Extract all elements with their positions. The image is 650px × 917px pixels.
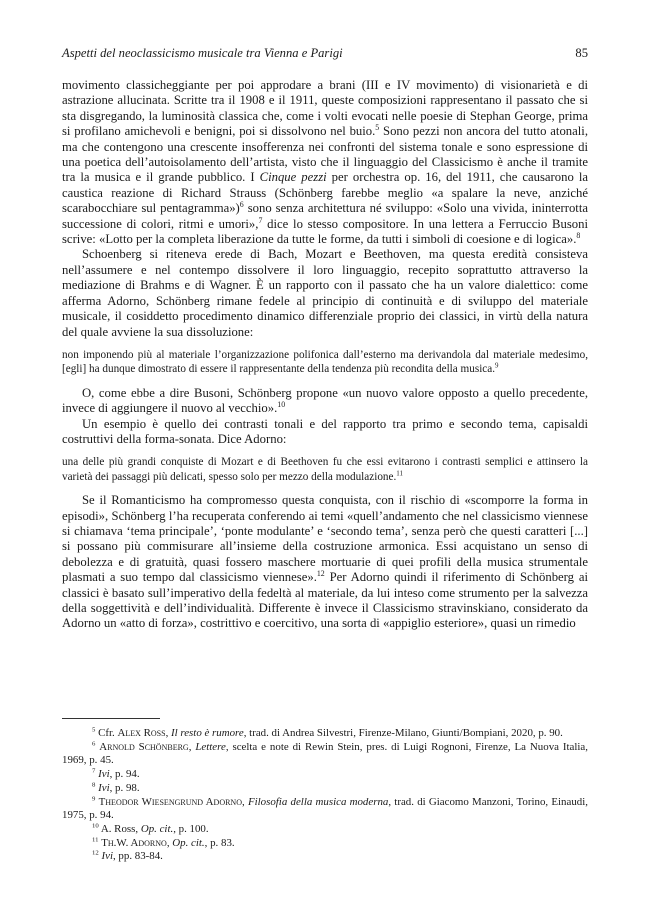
running-title: Aspetti del neoclassicismo musicale tra Vienna e Parigi <box>62 46 343 60</box>
paragraph-text: dice lo stesso compositore. In una lettera a Ferruccio Busoni scrive: «Lotto per la completa liberazione da tutte le forme, da tutti i simboli di coesione e di logica». <box>62 216 588 247</box>
paragraph-text: per orchestra op. 16, del 1911, che causarono la caustica reazione di Richard Strauss (Schönberg farebbe meglio «a spalare la neve, anziché scarabocchiare sul pentagramma») <box>62 170 588 216</box>
footnote-number: 5 <box>92 726 96 734</box>
footnote-number: 9 <box>92 794 96 802</box>
paragraph-text: O, come ebbe a dire Busoni, Schönberg propone «un nuovo valore opposto a quello precedente, invece di aggiungere il nuovo al vecchio». <box>62 385 588 416</box>
paragraph-2: Schoenberg si riteneva erede di Bach, Mozart e Beethoven, ma questa eredità consisteva nell’assumere e nel contempo dissolvere il loro linguaggio, recepito soprattutto attraverso la mediazione di Brahms e di Wagner. È un rapporto con il passato che ha un valore dialettico: come afferma Adorno, Schönberg rimane fedele al principio di continuità e di sviluppo del materiale musicale, il cosiddetto procedimento dinamico differenziale proprio dei classici, in virtù della natura del quale avviene la sua dissoluzione: <box>62 247 588 339</box>
footnote-text: , scelta e note di Rewin Stein, pres. di Luigi Rognoni, Firenze, La Nuova Italia, 1969, p. 45. <box>62 740 588 767</box>
paragraph-text: Sono pezzi non ancora del tutto atonali, ma che contengono una crescente insofferenza nei confronti del sistema tonale e sono espressione di una poetica dell’autoisolamento dell’artista, visto che il linguaggio del Classicismo è anche il tramite tra la musica e il grande pubblico. I <box>62 124 588 185</box>
footnote-ref: 8 <box>576 230 581 240</box>
footnote-title: Op. cit. <box>172 836 205 849</box>
footnote-title: Ivi <box>98 781 110 794</box>
footnote-text: , p. 94. <box>109 768 140 781</box>
footnote-text: , pp. 83-84. <box>112 850 163 863</box>
footnote-ref: 10 <box>277 399 286 409</box>
footnote-10 <box>62 823 588 837</box>
footnote-author: Theodor Wiesengrund Adorno <box>98 795 242 808</box>
footnote-author: Th.W. Adorno <box>101 836 167 849</box>
main-text <box>62 78 588 632</box>
footnote-number: 8 <box>92 781 96 789</box>
footnote-title: Ivi <box>98 768 110 781</box>
footnote-number: 12 <box>92 849 99 857</box>
running-header <box>62 46 588 64</box>
paragraph-3 <box>62 386 588 417</box>
page-number: 85 <box>575 46 588 60</box>
paragraph-text: Per Adorno quindi il riferimento di Schönberg ai classici è basato sull’imperativo della fedeltà al materiale, da lui inteso come strumento per la salvezza della soggettività e dell’individualità. Differente è invece il Classicismo stravinskiano, considerato da Adorno un «atto di forza», costrittivo e coercitivo, una sorta di «appiglio esteriore», quasi un rimedio <box>62 570 588 631</box>
footnote-ref: 5 <box>375 122 380 132</box>
footnote-divider <box>62 718 160 719</box>
footnote-title: Ivi <box>101 850 113 863</box>
paragraph-5 <box>62 493 588 632</box>
footnote-9 <box>62 796 588 823</box>
footnote-ref: 7 <box>258 215 263 225</box>
footnote-text: , <box>241 795 248 808</box>
paragraph-text: movimento classicheggiante per poi approdare a brani (III e IV movimento) di visionarietà e di astrazione allucinata. Scritte tra il 1908 e il 1911, queste composizioni rappresentano il passato che si sta disgregando, la luminosità classica che, come i volti evocati nelle poesie di Stephan George, prima si profilano amichevoli e benigni, poi si dissolvono nel buio. <box>62 78 588 139</box>
footnote-number: 11 <box>92 836 99 843</box>
footnote-text: Cfr. <box>98 727 118 739</box>
block-quote-1 <box>62 348 588 377</box>
footnote-text: , trad. di Andrea Silvestri, Firenze-Milano, Giunti/Bompiani, 2020, p. 90. <box>243 727 563 739</box>
footnote-number: 7 <box>92 767 96 775</box>
footnote-author: Alex Ross <box>117 727 166 739</box>
footnote-title: Lettere <box>195 740 226 753</box>
footnote-number: 6 <box>92 740 96 748</box>
footnote-text: , p. 100. <box>173 822 209 835</box>
paragraph-1 <box>62 78 588 247</box>
paragraph-4: Un esempio è quello dei contrasti tonali e del rapporto tra primo e secondo tema, capisaldi costruttivi della forma-sonata. Dice Adorno: <box>62 416 588 446</box>
footnote-12 <box>62 850 588 864</box>
work-title: Cinque pezzi <box>259 170 327 185</box>
footnote-text: , <box>166 836 173 849</box>
footnote-6 <box>62 741 588 768</box>
footnote-11 <box>62 837 588 851</box>
footnote-8 <box>62 782 588 796</box>
footnote-text: , p. 98. <box>109 781 140 794</box>
footnote-text: , <box>188 740 196 753</box>
footnote-ref: 12 <box>316 568 325 578</box>
paragraph-text: Se il Romanticismo ha compromesso questa conquista, con il rischio di «scomporre la forma in episodi», Schönberg l’ha recuperata conferendo ai temi «quell’andamento che nel classicismo viennese si chiamava ‘tema principale’, ‘ponte modulante’ e ‘secondo tema’, senza però che questi caratteri [...] si possano più commisurare all’insieme della costruzione armonica. Essi acquistano un senso di debolezza e di gratuità, quasi fossero maschere mortuarie di quei profili della musica strumentale plasmati a suo tempo dal classicismo viennese». <box>62 493 588 585</box>
footnote-text: , <box>165 727 172 739</box>
block-quote-2 <box>62 455 588 484</box>
footnotes <box>62 727 588 864</box>
footnote-ref: 6 <box>239 200 244 210</box>
footnote-number: 10 <box>92 822 99 830</box>
footnote-ref: 9 <box>495 361 499 370</box>
footnote-title: Il resto è rumore <box>171 727 244 739</box>
footnote-text: , p. 83. <box>204 836 235 849</box>
footnote-7 <box>62 768 588 782</box>
footnote-author: Arnold Schönberg <box>99 740 189 753</box>
footnote-5 <box>62 727 588 741</box>
footnote-text: A. Ross, <box>100 822 141 835</box>
footnote-ref: 11 <box>396 469 403 478</box>
footnote-title: Filosofia della musica moderna <box>247 795 389 808</box>
footnote-title: Op. cit. <box>140 822 174 835</box>
quote-text: una delle più grandi conquiste di Mozart e di Beethoven fu che essi evitarono i contrasti semplici e attinsero la varietà dei passaggi più delicati, spesso solo per mezzo della modulazione. <box>62 456 588 483</box>
footnote-text: , trad. di Giacomo Manzoni, Torino, Einaudi, 1975, p. 94. <box>62 795 588 822</box>
quote-text: non imponendo più al materiale l’organizzazione polifonica dall’esterno ma derivandola dal materiale medesimo, [egli] ha dunque dimostrato di essere il rappresentante della tendenza più recondita della musica. <box>62 348 588 376</box>
paragraph-text: sono senza architettura né sviluppo: «Solo una vivida, ininterrotta successione di colori, ritmi e umori», <box>62 201 588 231</box>
